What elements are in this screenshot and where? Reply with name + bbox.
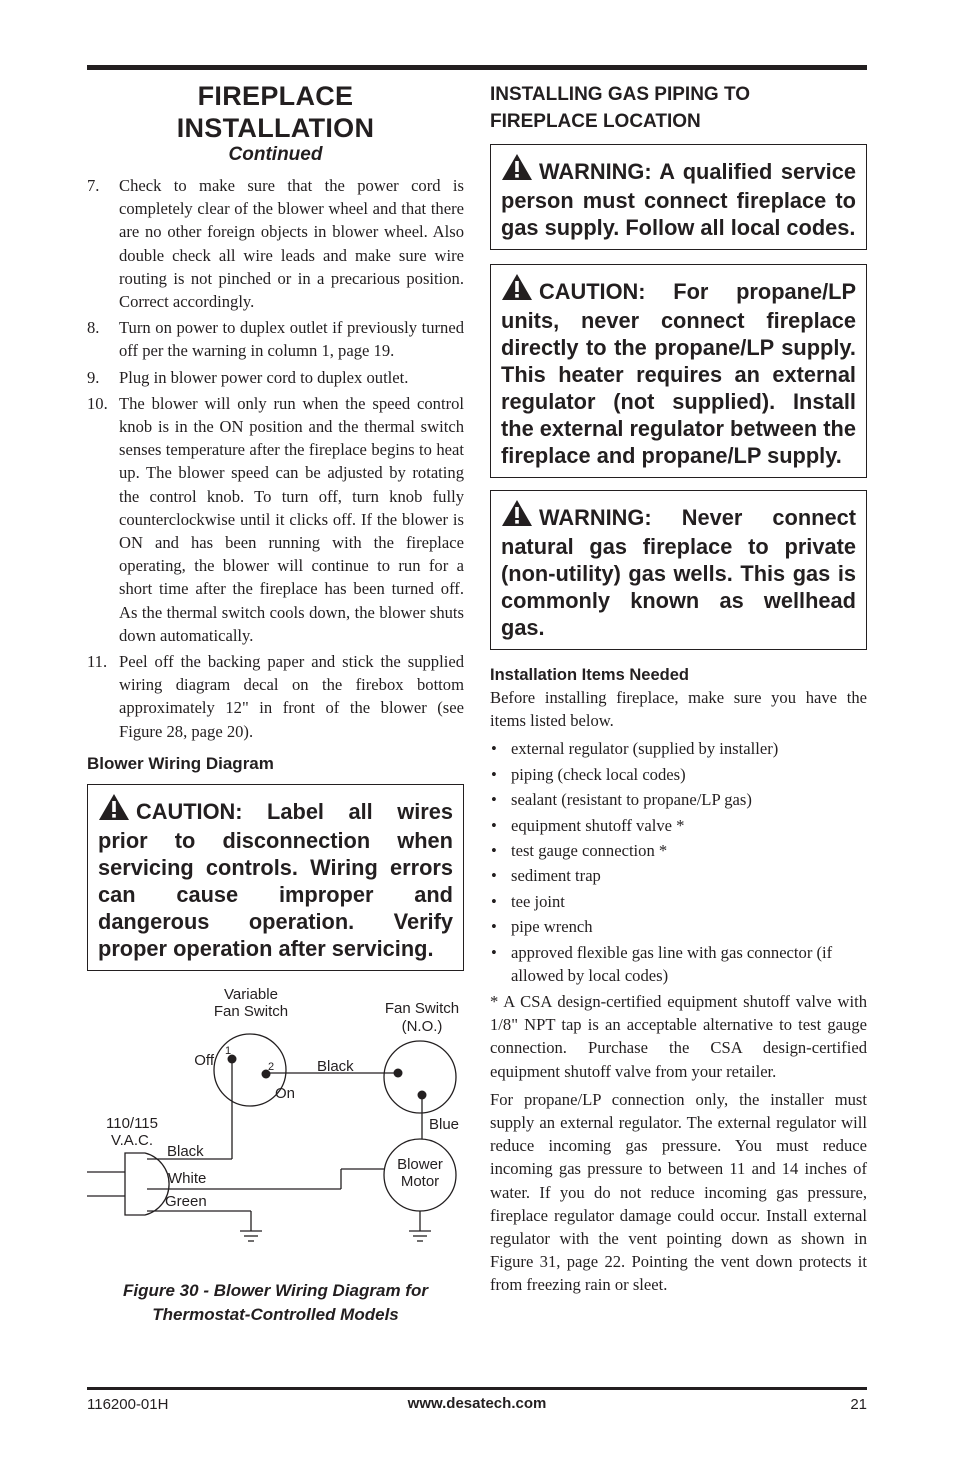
fan-switch-terminal-dot — [418, 1090, 427, 1099]
list-item: • test gauge connection * — [490, 839, 867, 862]
step-number: 8. — [87, 318, 100, 338]
black-wire-label: Black — [317, 1057, 354, 1075]
step-text: Turn on power to duplex outlet if previously turned off per the warning in column 1, page 19. — [119, 318, 464, 361]
page-title — [87, 80, 464, 144]
caution-box-wiring — [87, 784, 464, 971]
warning-icon — [501, 273, 533, 307]
warning-icon — [98, 793, 130, 827]
list-item: • approved flexible gas line with gas connector (if allowed by local codes) — [490, 941, 867, 987]
footnote-paragraph: * A CSA design-certified equipment shutoff valve with 1/8" NPT tap is an acceptable alternative to test gauge connection. Purchase the CSA design-certified equipment shutoff valve from your retailer. — [490, 991, 867, 1081]
steps-list — [87, 174, 464, 743]
gas-piping-heading-line-1: INSTALLING GAS PIPING TO — [490, 84, 751, 105]
list-item: • sealant (resistant to propane/LP gas) — [490, 788, 867, 811]
step-text: Peel off the backing paper and stick the supplied wiring diagram decal on the firebox bottom approximately 12" in front of the blower (see Figure 28, page 20). — [119, 652, 464, 741]
blower-wiring-heading: Blower Wiring Diagram — [87, 753, 274, 773]
list-item: • pipe wrench — [490, 915, 867, 938]
figure-caption-line-1: Figure 30 - Blower Wiring Diagram for — [123, 1280, 428, 1300]
voltage-label-2: V.A.C. — [111, 1131, 153, 1149]
gas-piping-heading-line-2: FIREPLACE LOCATION — [490, 111, 701, 132]
gas-piping-heading — [490, 81, 867, 135]
caution-box-propane — [490, 264, 867, 478]
part-number: 116200-01H — [87, 1396, 169, 1413]
green-wire-label: Green — [165, 1192, 207, 1210]
variable-fan-switch-label-1: Variable — [224, 985, 278, 1003]
caution-text: CAUTION: Label all wires prior to disconnection when servicing controls. Wiring errors can cause improper and dangerous operation. Verify proper operation after servicing. — [98, 798, 453, 961]
step-text: Check to make sure that the power cord is completely clear of the blower wheel and that there are no other foreign objects in blower wheel. Also double check all wire leads and make sure wire routing is not pinched or in a precarious position. Correct accordingly. — [119, 176, 464, 312]
top-rule — [87, 65, 867, 70]
items-heading: Installation Items Needed — [490, 666, 689, 684]
list-item: • external regulator (supplied by installer) — [490, 737, 867, 760]
white-wire-label: White — [168, 1169, 207, 1187]
warning-box-wellhead — [490, 490, 867, 650]
propane-paragraph: For propane/LP connection only, the installer must supply an external regulator. The external regulator will reduce incoming gas pressure. You must reduce incoming gas pressure to between 11 and 14 inches of water. If you do not reduce incoming gas pressure, fireplace regulator damage could occur. Install external regulator with the vent pointing down as shown in Figure 31, page 22. Pointing the vent down protects it from freezing rain or sleet. — [490, 1089, 867, 1295]
off-label: Off — [194, 1051, 214, 1069]
warning-text: WARNING: Never connect natural gas fireplace to private (non-utility) gas wells. This gas is commonly known as wellhead gas. — [501, 505, 856, 640]
step-number: 9. — [87, 367, 100, 387]
fan-switch-label-1: Fan Switch — [384, 999, 460, 1017]
terminal-1-label: 1 — [225, 1044, 232, 1057]
list-item: • equipment shutoff valve * — [490, 814, 867, 837]
right-column — [490, 80, 867, 1302]
list-item — [87, 174, 464, 313]
list-item — [87, 366, 464, 389]
caution-text: CAUTION: For propane/LP units, never connect fireplace directly to the propane/LP supply. This heater requires an external regulator (not supplied). Install the external regulator between the fireplace and propane/LP supply. — [501, 279, 856, 468]
list-item — [87, 392, 464, 647]
blue-wire-label: Blue — [429, 1115, 460, 1133]
list-item: • tee joint — [490, 890, 867, 913]
warning-box-qualified — [490, 144, 867, 250]
items-intro: Before installing fireplace, make sure you have the items listed below. — [490, 688, 867, 731]
step-text: The blower will only run when the speed control knob is in the ON position and the thermal switch senses temperature after the fireplace begins to heat up. The blower speed can be adjusted by rotating the control knob. To turn off, turn knob fully counterclockwise until it clicks off. If the blower is ON and has been running with the fireplace operating, the blower will continue to run for a short time after the fireplace has been turned off. As the thermal switch cools down, the blower shuts down automatically. — [119, 393, 464, 645]
warning-icon — [501, 499, 533, 533]
website-link[interactable]: www.desatech.com — [407, 1395, 547, 1412]
voltage-label-1: 110/115 — [106, 1114, 158, 1132]
title-line-1: FIREPLACE — [197, 81, 354, 111]
blower-motor-label-2: Motor — [400, 1172, 440, 1190]
on-label: On — [275, 1084, 296, 1102]
figure-caption-line-2: Thermostat-Controlled Models — [152, 1304, 399, 1324]
items-list — [490, 737, 867, 987]
variable-fan-switch-label-2: Fan Switch — [213, 1002, 289, 1020]
step-number: 7. — [87, 176, 100, 195]
step-text: Plug in blower power cord to duplex outlet. — [119, 367, 409, 387]
fan-switch-label-2: (N.O.) — [401, 1017, 443, 1035]
figure-caption — [87, 1279, 464, 1327]
title-line-2: INSTALLATION — [176, 113, 375, 143]
terminal-2-label: 2 — [268, 1060, 275, 1073]
list-item — [87, 316, 464, 362]
warning-text: WARNING: A qualified service person must connect fireplace to gas supply. Follow all local codes. — [501, 159, 856, 240]
fan-switch-terminal-dot — [394, 1068, 403, 1077]
step-number: 11. — [87, 652, 108, 672]
bottom-rule — [87, 1387, 867, 1390]
wiring-diagram-svg — [87, 985, 464, 1275]
list-item — [87, 650, 464, 743]
warning-icon — [501, 153, 533, 187]
black-wire-label: Black — [167, 1142, 204, 1160]
blower-motor-label-1: Blower — [397, 1155, 443, 1173]
list-item: • piping (check local codes) — [490, 763, 867, 786]
page-number: 21 — [850, 1396, 867, 1413]
step-number: 10. — [87, 393, 108, 413]
left-column — [87, 78, 464, 1327]
page-subtitle: Continued — [228, 144, 323, 165]
list-item: • sediment trap — [490, 864, 867, 887]
wiring-diagram — [87, 985, 464, 1275]
fan-switch-symbol — [384, 1041, 456, 1113]
